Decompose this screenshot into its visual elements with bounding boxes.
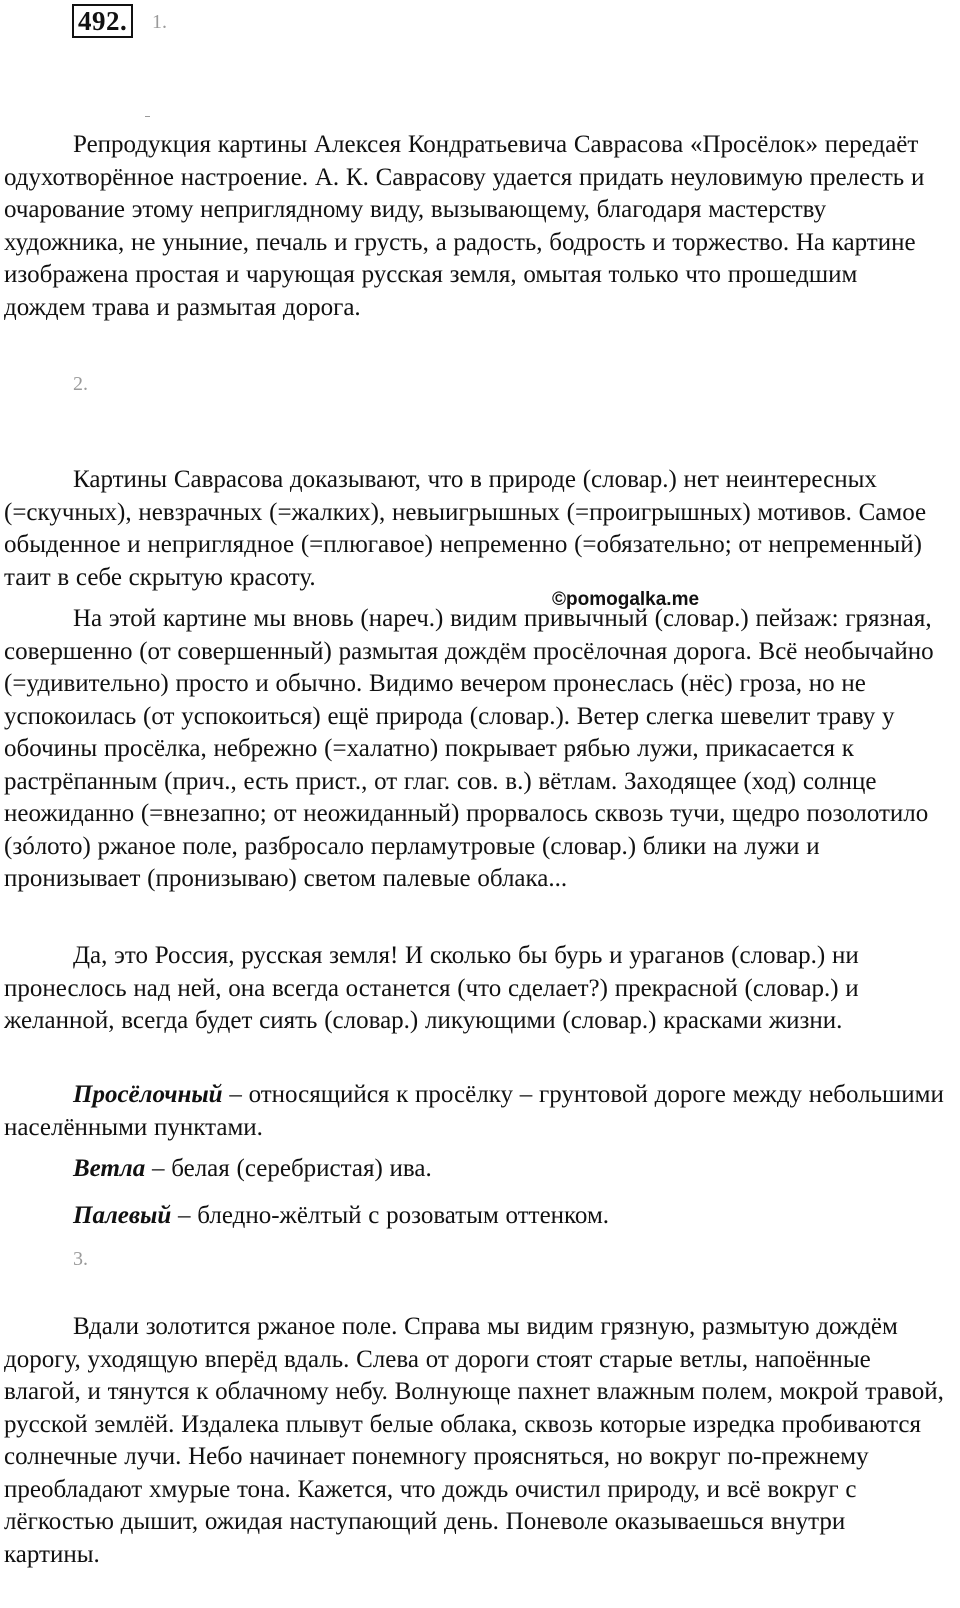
paragraph-description: Вдали золотится ржаное поле. Справа мы видим грязную, размытую дождём дорогу, уходящую вперёд вдаль. Слева от дороги стоят старые ветлы, напоённые влагой, и тянутся к облачному небу. Волнующе пахнет влажным полем, мокрой травой, русской землёй. Издалека плывут белые облака, сквозь которые изредка пробиваются солнечные лучи. Небо начинает понемногу проясняться, но вокруг по-прежнему преобладают хмурые тона. Кажется, что дождь очистил природу, и всё вокруг с лёгкостью дышит, ожидая наступающий день. Поневоле оказываешься внутри картины. (4, 1313, 944, 1568)
definition-text: – белая (серебристая) ива. (145, 1155, 432, 1182)
section-number-3: 3. (73, 1248, 88, 1270)
definition-term: Просёлочный (73, 1081, 223, 1108)
definition-term: Ветла (73, 1155, 146, 1182)
watermark: ©pomogalka.me (552, 589, 700, 610)
paragraph-analysis-1: Картины Саврасова доказывают, что в природе (словар.) нет неинтересных (=скучных), невзрачных (=жалких), невыигрышных (=проигрышных) мотивов. Самое обыденное и неприглядное (=плюгавое) непременно (=обязательно; от непременный) таит в себе скрытую красоту. (4, 466, 927, 591)
section-number-2: 2. (73, 373, 88, 395)
paragraph-analysis-3: Да, это Россия, русская земля! И сколько бы бурь и ураганов (словар.) ни пронеслось над ней, она всегда останется (что сделает?) прекрасной (словар.) и желанной, всегда будет сиять (словар.) ликующими (словар.) красками жизни. (4, 942, 859, 1034)
paragraph-summary: Репродукция картины Алексея Кондратьевича Саврасова «Просёлок» передаёт одухотворённое настроение. А. К. Саврасову удается придать неуловимую прелесть и очарование этому неприглядному виду, вызывающему, благодаря мастерству художника, не уныние, печаль и грусть, а радость, бодрость и торжество. На картине изображена простая и чарующая русская земля, омытая только что прошедшим дождем трава и размытая дорога. (4, 131, 925, 321)
definition-vetla (4, 1153, 944, 1186)
definition-term: Палевый (73, 1202, 172, 1229)
definition-palevy (4, 1200, 944, 1233)
definition-text: – бледно-жёлтый с розоватым оттенком. (171, 1202, 610, 1229)
divider-mark (145, 116, 150, 117)
paragraph-analysis-2: На этой картине мы вновь (нареч.) видим привычный (словар.) пейзаж: грязная, совершенно (от совершенный) размытая дождём просёлочная дорога. Всё необычайно (=удивительно) просто и обычно. Видимо вечером пронеслась (нёс) гроза, но не успокоилась (от успокоиться) ещё природа (словар.). Ветер слегка шевелит траву у обочины просёлка, небрежно (=халатно) покрывает рябью лужи, прикасается к растрёпанным (прич., есть прист., от глаг. сов. в.) вётлам. Заходящее (ход) солнце неожиданно (=внезапно; от неожиданный) прорвалось сквозь тучи, щедро позолотило (зóлото) ржаное поле, разбросало перламутровые (словар.) блики на лужи и пронизывает (пронизываю) светом палевые облака... (4, 605, 934, 892)
section-number-1: 1. (152, 11, 167, 33)
definition-text: – относящийся к просёлку – грунтовой дороге между небольшими населёнными пунктами. (4, 1081, 944, 1141)
task-number: 492. (72, 4, 133, 38)
definition-proselochny (4, 1079, 944, 1144)
